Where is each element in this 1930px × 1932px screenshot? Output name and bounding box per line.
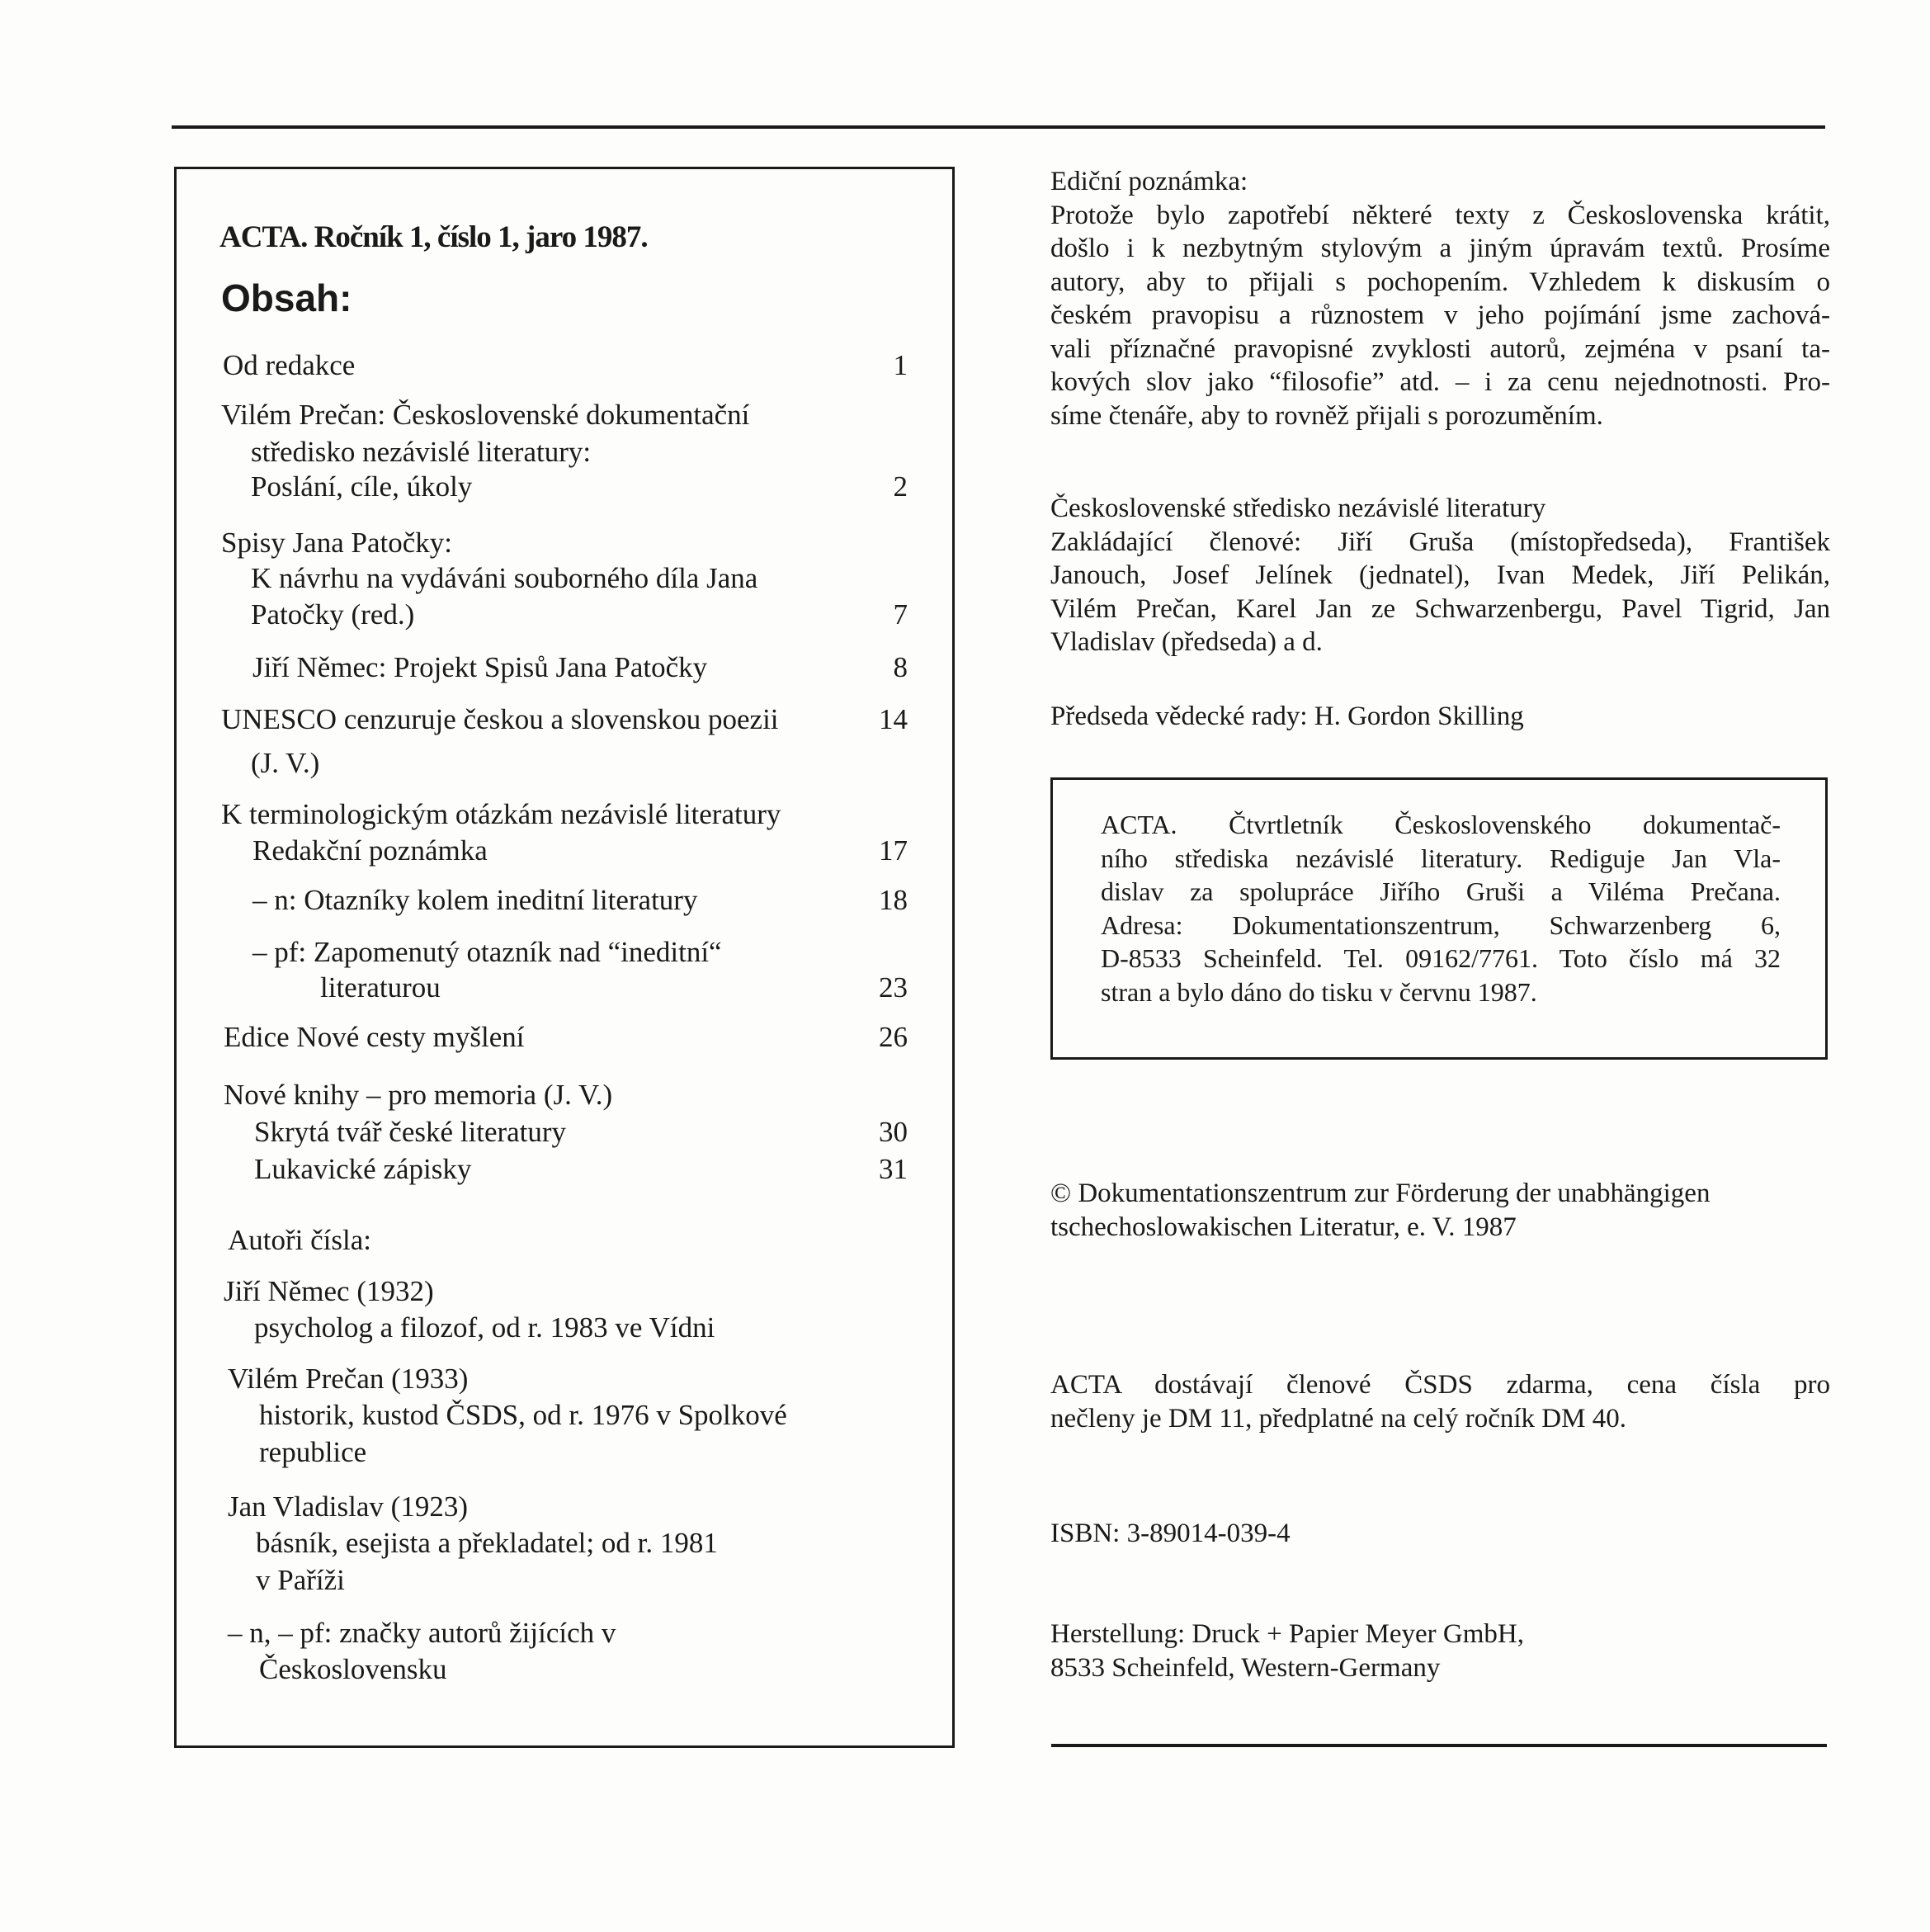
masthead-line: stran a bylo dáno do tisku v červnu 1987. <box>1101 976 1537 1007</box>
masthead-line: dislav za spolupráce Jiřího Gruši a Viléma Prečana. <box>1101 876 1781 906</box>
issue-line: ACTA. Ročník 1, číslo 1, jaro 1987. <box>219 220 648 254</box>
author-name: – n, – pf: značky autorů žijících v <box>228 1617 616 1649</box>
toc-entry-title: Skrytá tvář české literatury <box>254 1116 567 1148</box>
copyright <box>1050 1177 1830 1244</box>
masthead-text <box>1101 808 1781 1009</box>
toc-entry-page: 7 <box>893 598 908 631</box>
toc-entry-title: – pf: Zapomenutý otazník nad “ineditní“ <box>252 936 722 968</box>
printer-line: Herstellung: Druck + Papier Meyer GmbH, <box>1050 1619 1524 1649</box>
editorial-note-line: českém pravopisu a různostem v jeho pojímání jsme zachová- <box>1050 300 1830 330</box>
toc-entry-page: 17 <box>879 834 908 867</box>
pricing-line: ACTA dostávají členové ČSDS zdarma, cena čísla pro <box>1050 1370 1830 1400</box>
center-name: Československé středisko nezávislé literatury <box>1050 494 1546 523</box>
masthead-line: ního střediska nezávislé literatury. Rediguje Jan Vla- <box>1101 843 1781 873</box>
author-description: Československu <box>259 1653 447 1685</box>
author-name: Jiří Němec (1932) <box>224 1275 434 1307</box>
copyright-line: tschechoslowakischen Literatur, e. V. 1987 <box>1050 1212 1517 1242</box>
author-description: v Paříži <box>256 1564 345 1596</box>
toc-entry-page: 31 <box>879 1153 908 1185</box>
toc-entry-title: Nové knihy – pro memoria (J. V.) <box>224 1079 613 1111</box>
toc-entry-title: Od redakce <box>223 349 356 381</box>
editorial-note <box>1050 165 1830 432</box>
editorial-note-line: síme čtenáře, aby to rovněž přijali s porozuměním. <box>1050 400 1603 431</box>
founders-line: Vladislav (předseda) a d. <box>1050 627 1323 657</box>
toc-entry-page: 2 <box>893 470 908 503</box>
pricing-line: nečleny je DM 11, předplatné na celý ročník DM 40. <box>1050 1403 1626 1434</box>
editorial-note-line: kových slov jako “filosofie” atd. – i za cenu nejednotnosti. Pro- <box>1050 367 1830 397</box>
toc-entry-title: UNESCO cenzuruje českou a slovenskou poezii <box>221 703 779 735</box>
editorial-note-line: došlo i k nezbytným stylovým a jiným úpravám textů. Prosíme <box>1050 234 1830 263</box>
toc-entry-page: 23 <box>879 971 908 1004</box>
board-chair: Předseda vědecké rady: H. Gordon Skilling <box>1050 701 1524 731</box>
toc-entry-title: K terminologickým otázkám nezávislé literatury <box>221 798 781 830</box>
masthead-line: D-8533 Scheinfeld. Tel. 09162/7761. Toto číslo má 32 <box>1101 943 1781 973</box>
author-name: Vilém Prečan (1933) <box>228 1363 469 1395</box>
authors-heading: Autoři čísla: <box>228 1224 371 1256</box>
founders-line: Janouch, Josef Jelínek (jednatel), Ivan Medek, Jiří Pelikán, <box>1050 560 1830 590</box>
toc-entry-page: 18 <box>879 884 908 916</box>
toc-entry-page: 8 <box>893 651 908 683</box>
pricing <box>1050 1368 1830 1435</box>
toc-entry-title: Jiří Němec: Projekt Spisů Jana Patočky <box>252 651 708 683</box>
author-description: psycholog a filozof, od r. 1983 ve Vídni <box>254 1311 715 1344</box>
author-description: republice <box>259 1436 367 1468</box>
top-rule <box>172 125 1825 129</box>
toc-entry-title: Edice Nové cesty myšlení <box>224 1021 525 1053</box>
editorial-note-heading: Ediční poznámka: <box>1050 167 1248 196</box>
toc-entry-page: 26 <box>879 1021 908 1053</box>
toc-entry-page: 30 <box>879 1116 908 1148</box>
isbn: ISBN: 3-89014-039-4 <box>1050 1519 1291 1548</box>
printer-line: 8533 Scheinfeld, Western-Germany <box>1050 1652 1441 1683</box>
toc-entry-title-cont: Patočky (red.) <box>251 598 415 631</box>
masthead-line: Adresa: Dokumentationszentrum, Schwarzenberg 6, <box>1101 909 1781 940</box>
masthead-box <box>1050 777 1828 1060</box>
editorial-note-line: autory, aby to přijali s pochopením. Vzhledem k diskusím o <box>1050 267 1830 297</box>
toc-heading: Obsah: <box>221 276 352 319</box>
masthead-line: ACTA. Čtvrtletník Československého dokumentač- <box>1101 810 1781 839</box>
author-description: historik, kustod ČSDS, od r. 1976 v Spolkové <box>259 1399 787 1431</box>
toc-entry-title-cont: (J. V.) <box>251 747 320 779</box>
founders-line: Vilém Prečan, Karel Jan ze Schwarzenbergu, Pavel Tigrid, Jan <box>1050 593 1830 624</box>
toc-entry-page: 14 <box>879 703 908 735</box>
toc-entry-title: Vilém Prečan: Československé dokumentační <box>221 399 750 431</box>
bottom-rule <box>1051 1744 1827 1747</box>
toc-entry-title: – n: Otazníky kolem ineditní literatury <box>252 884 698 916</box>
copyright-line: © Dokumentationszentrum zur Förderung der unabhängigen <box>1050 1179 1711 1208</box>
toc-entry-title: Spisy Jana Patočky: <box>221 527 452 559</box>
center-info <box>1050 492 1830 659</box>
toc-entry-title-cont: literaturou <box>320 971 441 1004</box>
toc-entry-title-cont: Redakční poznámka <box>252 834 488 867</box>
founders-line: Zakládající členové: Jiří Gruša (místopředseda), František <box>1050 527 1830 557</box>
toc-entry-title-cont: K návrhu na vydáváni souborného díla Jana <box>251 562 758 594</box>
printer <box>1050 1618 1830 1684</box>
author-description: básník, esejista a překladatel; od r. 1981 <box>256 1527 718 1559</box>
toc-entry-title-cont: středisko nezávislé literatury: <box>251 436 592 468</box>
toc-entry-title-cont: Poslání, cíle, úkoly <box>251 470 473 503</box>
editorial-note-line: Protože bylo zapotřebí některé texty z Československa krátit, <box>1050 200 1830 230</box>
toc-entry-title: Lukavické zápisky <box>254 1153 472 1185</box>
editorial-note-line: vali příznačné pravopisné zvyklosti autorů, zejména v psaní ta- <box>1050 333 1830 364</box>
author-name: Jan Vladislav (1923) <box>228 1490 468 1523</box>
toc-entry-page: 1 <box>893 349 908 381</box>
